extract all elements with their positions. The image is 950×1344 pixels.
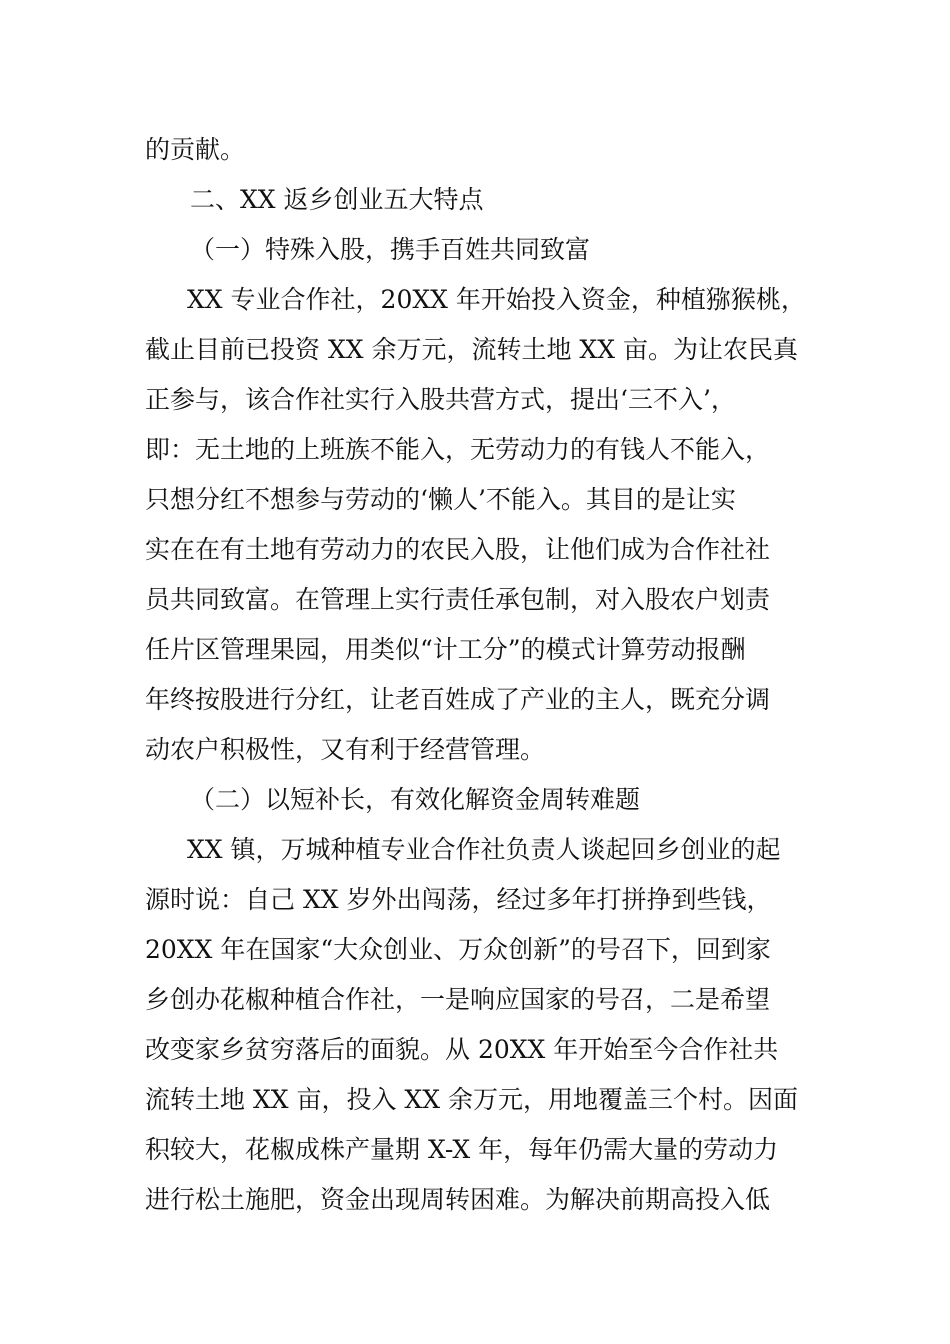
paragraph-line: 源时说：自己 XX 岁外出闯荡，经过多年打拼挣到些钱， — [145, 885, 772, 914]
paragraph-line: 实在在有土地有劳动力的农民入股，让他们成为合作社社 — [145, 535, 771, 564]
paragraph-line: 员共同致富。在管理上实行责任承包制，对入股农户划责 — [145, 585, 771, 614]
paragraph-line: 20XX 年在国家“大众创业、万众创新”的号召下，回到家 — [145, 935, 771, 964]
paragraph-line: 积较大，花椒成株产量期 X-X 年，每年仍需大量的劳动力 — [145, 1135, 779, 1164]
paragraph-line: 流转土地 XX 亩，投入 XX 余万元，用地覆盖三个村。因面 — [145, 1085, 798, 1114]
paragraph-line: 正参与，该合作社实行入股共营方式，提出‘三不入’， — [145, 385, 736, 414]
subsection-heading: （一）特殊入股，携手百姓共同致富 — [190, 235, 591, 264]
paragraph-line: XX 镇，万城种植专业合作社负责人谈起回乡创业的起 — [187, 835, 781, 864]
paragraph-line: 动农户积极性，又有利于经营管理。 — [145, 735, 546, 764]
paragraph-line: 乡创办花椒种植合作社，一是响应国家的号召，二是希望 — [145, 985, 771, 1014]
paragraph-line: 改变家乡贫穷落后的面貌。从 20XX 年开始至今合作社共 — [145, 1035, 779, 1064]
paragraph-line: 即：无土地的上班族不能入，无劳动力的有钱人不能入， — [145, 435, 771, 464]
paragraph-line: XX 专业合作社，20XX 年开始投入资金，种植猕猴桃， — [187, 285, 806, 314]
paragraph-line: 只想分红不想参与劳动的‘懒人’不能入。其目的是让实 — [145, 485, 736, 514]
paragraph-line: 截止目前已投资 XX 余万元，流转土地 XX 亩。为让农民真 — [145, 335, 798, 364]
paragraph-line: 任片区管理果园，用类似“计工分”的模式计算劳动报酬 — [145, 635, 746, 664]
section-heading: 二、XX 返乡创业五大特点 — [190, 185, 484, 214]
paragraph-line: 的贡献。 — [145, 135, 246, 164]
paragraph-line: 年终按股进行分红，让老百姓成了产业的主人，既充分调 — [145, 685, 771, 714]
paragraph-line: 进行松土施肥，资金出现周转困难。为解决前期高投入低 — [145, 1185, 771, 1214]
subsection-heading: （二）以短补长，有效化解资金周转难题 — [190, 785, 641, 814]
